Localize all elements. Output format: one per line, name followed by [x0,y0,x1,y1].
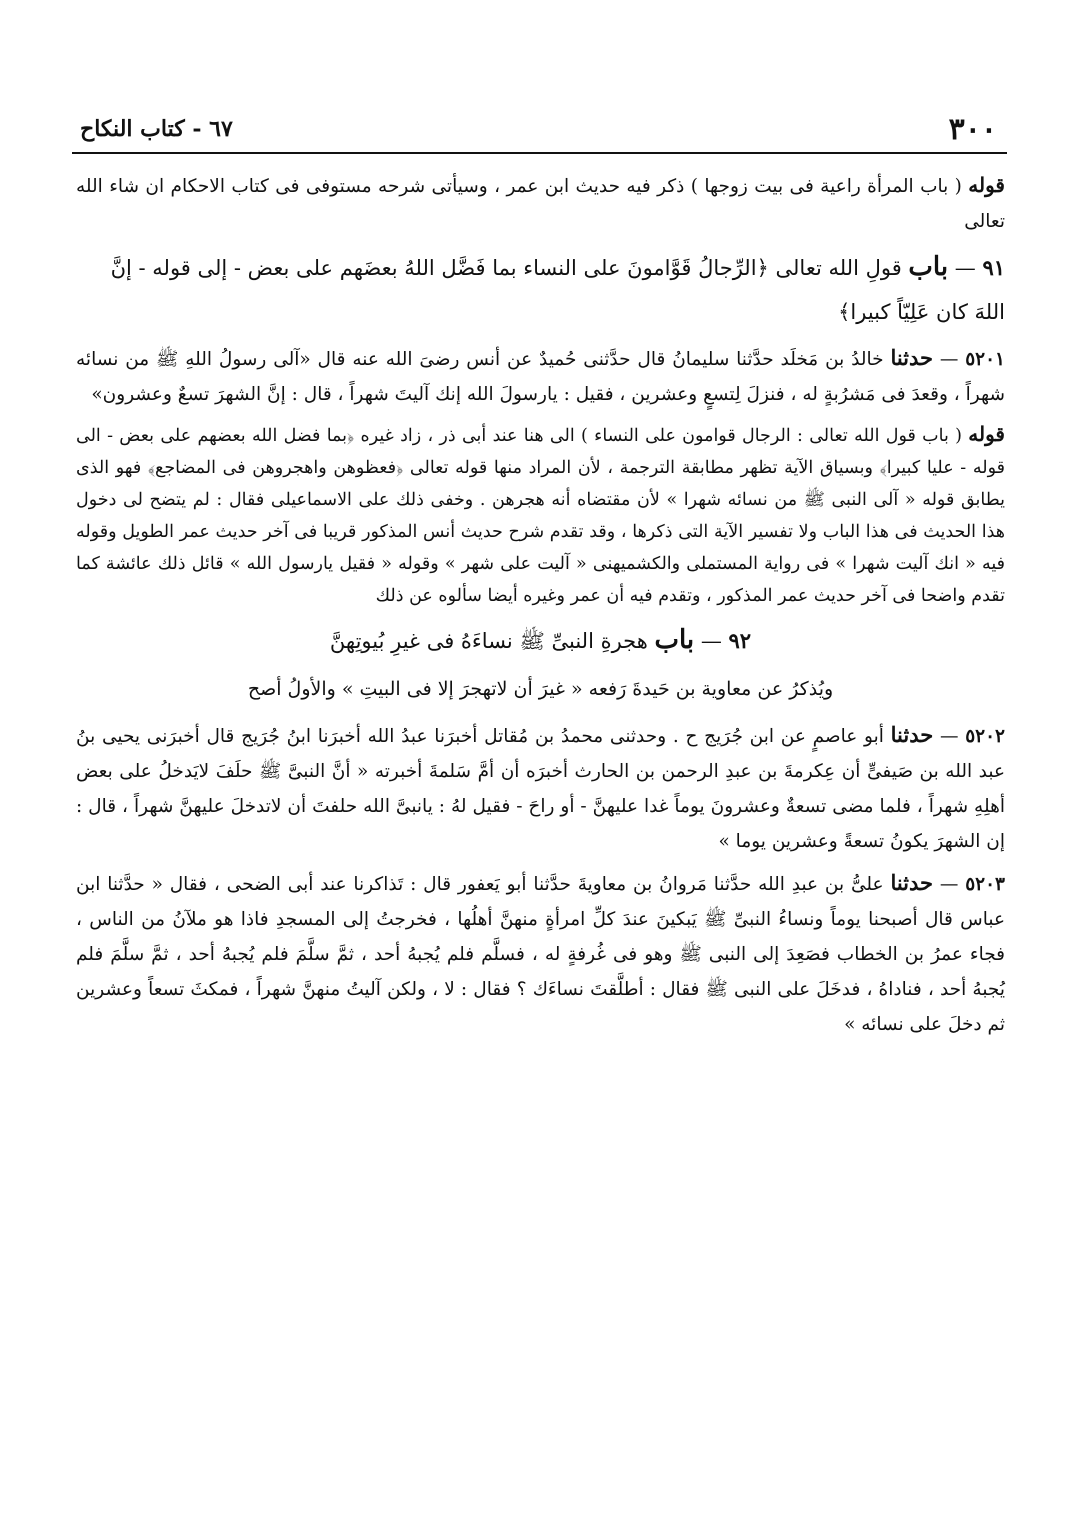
hadith-text: علىُّ بن عبدِ الله حدَّثنا مَروانُ بن معاويةَ حدَّثنا أبو يَعفور قال : تَذاكرنا عند أبى الضحى ، فقال « حدَّثنا ابن عباس قال أصبحنا يوماً ونساءُ النبىِّ ﷺ يَبكينَ عندَ كلِّ امرأةٍ منهنَّ أهلُها ، فخرجتُ إلى المسجدِ فاذا هو ملآنُ من الناس ، فجاء عمرُ بن الخطاب فصَعِدَ إلى النبى ﷺ وهو فى غُرفةٍ له ، فسلَّم فلم يُجبهُ أحد ، ثمَّ سلَّمَ فلم يُجبهُ أحد ، ثمَّ سلَّمَ فلم يُجبهُ أحد ، فناداهُ ، فدخَلَ على النبى ﷺ فقال : أطلَّقتَ نساءَك ؟ فقال : لا ، ولكن آليتُ منهنَّ شهراً ، فمكثَ تسعاً وعشرين ثم دخلَ على نسائه » [76,874,1005,1035]
running-title: ٦٧ - كتاب النكاح [80,116,233,142]
header-divider [72,152,1007,154]
chapter-heading-91: ٩١ — باب قولِ الله تعالى ﴿الرِّجالُ قَوَّامونَ على النساء بما فَضَّل اللهُ بعضَهم على بعض - إلى قوله - إنَّ اللهَ كان عَلِيّاً كبيرا﴾ [110,252,1005,324]
hadith-5202: ٥٢٠٢ — حدثنا أبو عاصمٍ عن ابن جُرَيج ح . وحدثنى محمدُ بن مُقاتل أخبرَنا عبدُ الله أخبرَنا ابنُ جُرَيج قال أخبرَنى يحيى بنُ عبد الله بن صَيفىٍّ أن عِكرمةَ بن عبدِ الرحمن بن الحارث أخبرَه أن أمَّ سَلمةَ أخبرته « أنَّ النبىَّ ﷺ حلَفَ لايَدخلُ على بعض أهلِهِ شهراً ، فلما مضى تسعةٌ وعشرونَ يوماً غدا عليهنَّ - أو راحَ - فقيل لهُ : يانبىَّ الله حلفتَ أن لاتدخلَ عليهنَّ شهراً ، قال : إن الشهرَ يكونُ تسعةً وعشرين يوما » [76,722,1005,852]
haddathana-label: حدثنا [890,722,934,747]
hadith-number: ٥٢٠٢ [965,726,1005,747]
haddathana-label: حدثنا [890,870,934,895]
chapter-title: قولِ الله تعالى ﴿الرِّجالُ قَوَّامونَ على النساء بما فَضَّل اللهُ بعضَهم على بعض - إلى قوله - إنَّ اللهَ كان عَلِيّاً كبيرا﴾ [110,256,1005,324]
page-header [76,112,1005,152]
hadith-5203: ٥٢٠٣ — حدثنا علىُّ بن عبدِ الله حدَّثنا مَروانُ بن معاويةَ حدَّثنا أبو يَعفور قال : تَذاكرنا عند أبى الضحى ، فقال « حدَّثنا ابن عباس قال أصبحنا يوماً ونساءُ النبىِّ ﷺ يَبكينَ عندَ كلِّ امرأةٍ منهنَّ أهلُها ، فخرجتُ إلى المسجدِ فاذا هو ملآنُ من الناس ، فجاء عمرُ بن الخطاب فصَعِدَ إلى النبى ﷺ وهو فى غُرفةٍ له ، فسلَّم فلم يُجبهُ أحد ، ثمَّ سلَّمَ فلم يُجبهُ أحد ، ثمَّ سلَّمَ فلم يُجبهُ أحد ، فناداهُ ، فدخَلَ على النبى ﷺ فقال : أطلَّقتَ نساءَك ؟ فقال : لا ، ولكن آليتُ منهنَّ شهراً ، فمكثَ تسعاً وعشرين ثم دخلَ على نسائه » [76,870,1005,1035]
hadith-5201: ٥٢٠١ — حدثنا خالدُ بن مَخلَد حدَّثنا سليمانُ قال حدَّثنى حُميدٌ عن أنس رضىَ الله عنه قال «آلى رسولُ اللهِ ﷺ من نسائه شهراً ، وقعدَ فى مَشرُبةٍ له ، فنزلَ لِتسعٍ وعشرين ، فقيل : يارسولَ الله إنك آليتَ شهراً ، قال : إنَّ الشهرَ تسعٌ وعشرون» [76,345,1005,405]
chapter-heading-92: ٩٢ — باب هجرةِ النبىِّ ﷺ نساءَهُ فى غيرِ بُيوتِهنَّ [329,625,752,655]
hadith-number: ٥٢٠٣ [965,874,1005,895]
bab-label: باب [908,252,949,282]
page-number: ٣٠٠ [948,112,997,147]
qawluhu-lead: قوله [968,422,1005,446]
chapter-number: ٩٢ [728,628,752,653]
chapter-title: هجرةِ النبىِّ ﷺ نساءَهُ فى غيرِ بُيوتِهنَّ [329,629,648,653]
paragraph-text: ( باب المرأة راعية فى بيت زوجها ) ذكر فيه حديث ابن عمر ، وسيأتى شرحه مستوفى فى كتاب الاحكام ان شاء الله تعالى [76,176,1005,232]
page-body [76,168,1005,1048]
chapter-note: ويُذكرُ عن معاوية بن حَيدةَ رَفعه « غيرَ أن لاتهجرَ إلا فى البيتِ » والأولُ أصح [247,678,834,700]
qawluhu-lead: قوله [968,173,1005,197]
hadith-text: أبو عاصمٍ عن ابن جُرَيج ح . وحدثنى محمدُ بن مُقاتل أخبرَنا عبدُ الله أخبرَنا ابنُ جُرَيج قال أخبرَنى يحيى بنُ عبد الله بن صَيفىٍّ أن عِكرمةَ بن عبدِ الرحمن بن الحارث أخبرَه أن أمَّ سَلمةَ أخبرته « أنَّ النبىَّ ﷺ حلَفَ لايَدخلُ على بعض أهلِهِ شهراً ، فلما مضى تسعةٌ وعشرونَ يوماً غدا عليهنَّ - أو راحَ - فقيل لهُ : يانبىَّ الله حلفتَ أن لاتدخلَ عليهنَّ شهراً ، قال : إن الشهرَ يكونُ تسعةً وعشرين يوما » [76,726,1005,852]
paragraph-text: ( باب قول الله تعالى : الرجال قوامون على النساء ) الى هنا عند أبى ذر ، زاد غيره ﴿بما فضل الله بعضهم على بعض - الى قوله - عليا كبيرا﴾ وبسياق الآية تظهر مطابقة الترجمة ، لأن المراد منها قوله تعالى ﴿فعظوهن واهجروهن فى المضاجع﴾ فهو الذى يطابق قوله « آلى النبى ﷺ من نسائه شهرا » لأن مقتضاه أنه هجرهن . وخفى ذلك على الاسماعيلى فقال : لم يتضح لى دخول هذا الحديث فى هذا الباب ولا تفسير الآية التى ذكرها ، وقد تقدم شرح حديث أنس المذكور قريبا فى آخر حديث عمر الطويل وقوله فيه « انك آليت شهرا » فى رواية المستملى والكشميهنى « آليت على شهر » وقوله « فقيل يارسول الله » قائل ذلك عائشة كما تقدم واضحا فى آخر حديث عمر المذكور ، وتقدم فيه أن عمر وغيره أيضا سألوه عن ذلك [76,426,1005,606]
haddathana-label: حدثنا [890,345,934,370]
commentary-paragraph [76,168,1005,239]
hadith-number: ٥٢٠١ [965,349,1005,370]
chapter-number: ٩١ [982,255,1005,280]
commentary-paragraph [76,418,1005,612]
bab-label: باب [654,625,695,655]
hadith-text: خالدُ بن مَخلَد حدَّثنا سليمانُ قال حدَّثنى حُميدٌ عن أنس رضىَ الله عنه قال «آلى رسولُ اللهِ ﷺ من نسائه شهراً ، وقعدَ فى مَشرُبةٍ له ، فنزلَ لِتسعٍ وعشرين ، فقيل : يارسولَ الله إنك آليتَ شهراً ، قال : إنَّ الشهرَ تسعٌ وعشرون» [76,349,1005,405]
